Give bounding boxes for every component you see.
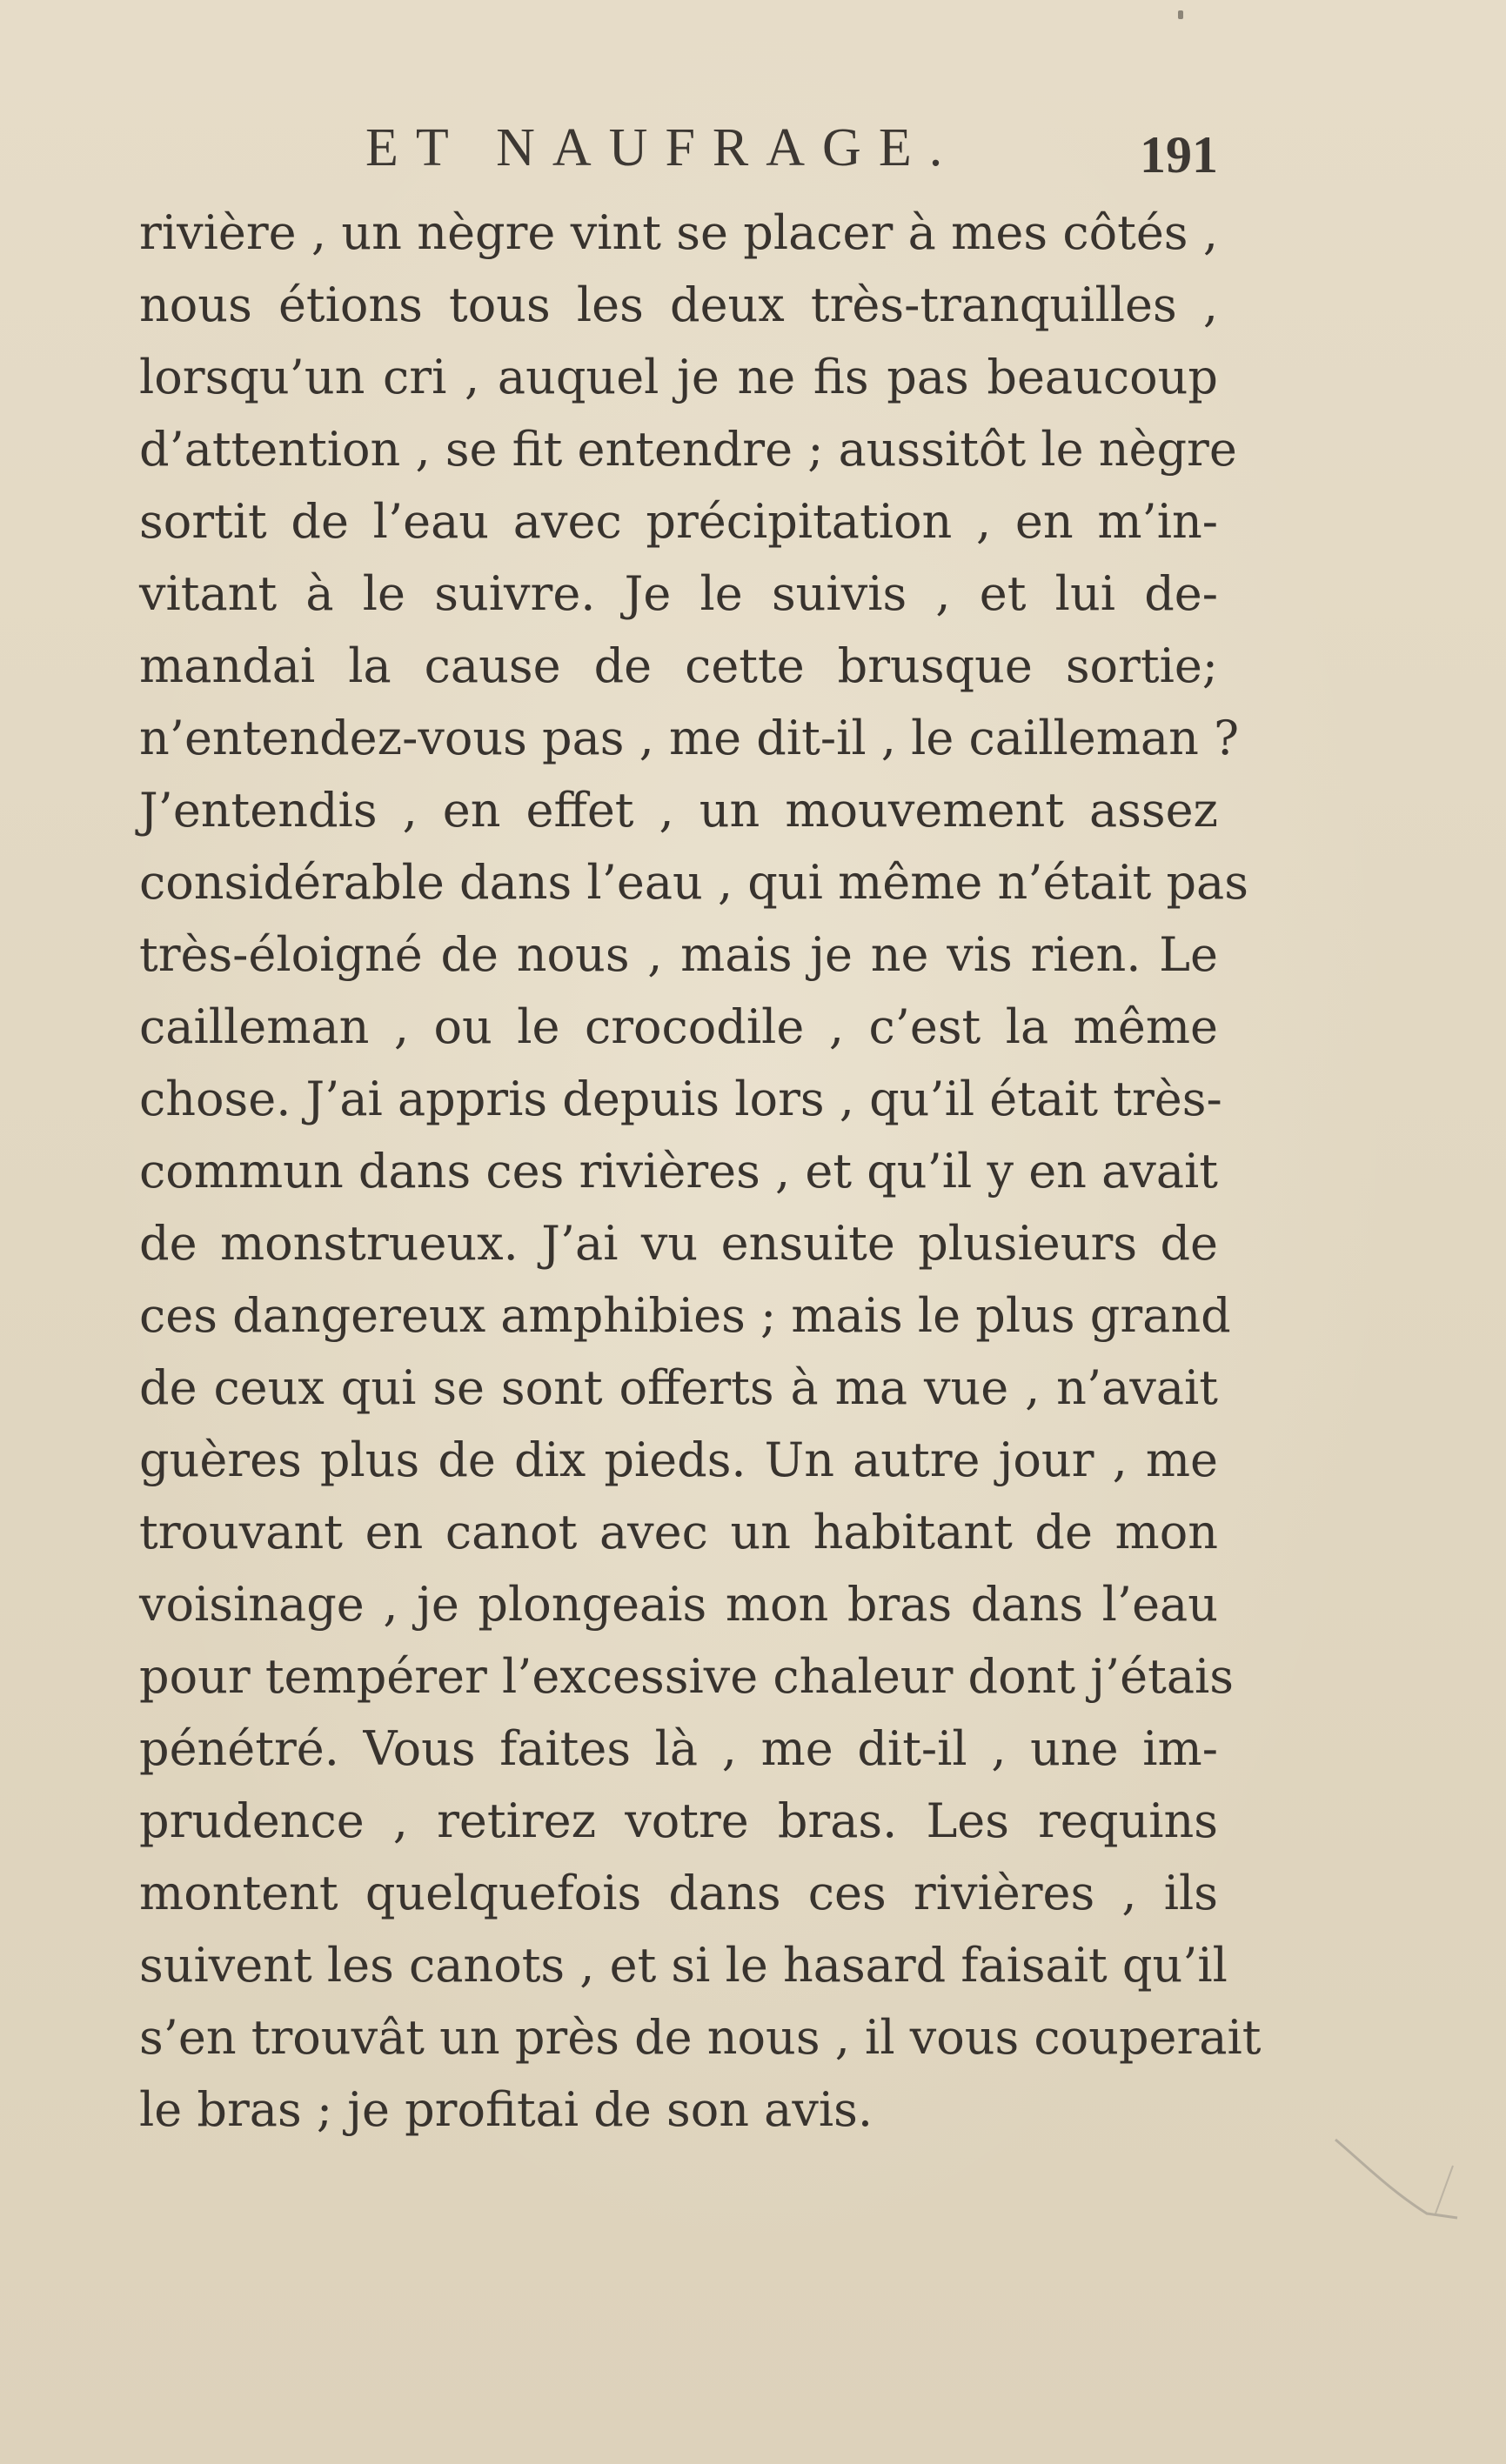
text-line: prudence , retirez votre bras. Les requins	[139, 1793, 1218, 1848]
text-line: chose. J’ai appris depuis lors , qu’il était très-	[139, 1072, 1222, 1126]
body-text	[139, 197, 1262, 2146]
text-line: très-éloigné de nous , mais je ne vis rien. Le	[139, 927, 1218, 982]
text-line: mandai la cause de cette brusque sortie;	[139, 638, 1218, 693]
text-line: de ceux qui se sont offerts à ma vue , n’avait	[139, 1360, 1218, 1415]
text-line: nous étions tous les deux très-tranquilles ,	[139, 277, 1218, 332]
text-line: montent quelquefois dans ces rivières , ils	[139, 1866, 1218, 1920]
text-line: lorsqu’un cri , auquel je ne fis pas beaucoup	[139, 350, 1218, 404]
text-line: d’attention , se fit entendre ; aussitôt le nègre	[139, 422, 1237, 477]
page-header	[365, 113, 1218, 183]
text-line: considérable dans l’eau , qui même n’était pas	[139, 855, 1248, 910]
text-line: voisinage , je plongeais mon bras dans l’eau	[139, 1577, 1218, 1632]
text-line: le bras ; je profitai de son avis.	[139, 2082, 873, 2137]
text-line: pour tempérer l’excessive chaleur dont j’étais	[139, 1649, 1235, 1704]
text-line: guères plus de dix pieds. Un autre jour , me	[139, 1432, 1218, 1487]
text-line: trouvant en canot avec un habitant de mon	[139, 1505, 1218, 1559]
ink-speck	[1178, 10, 1183, 19]
text-line: ces dangereux amphibies ; mais le plus grand	[139, 1288, 1231, 1343]
text-line: suivent les canots , et si le hasard faisait qu’il	[139, 1938, 1228, 1993]
text-line: commun dans ces rivières , et qu’il y en avait	[139, 1144, 1218, 1199]
page-number: 191	[1140, 126, 1218, 184]
text-line: rivière , un nègre vint se placer à mes côtés ,	[139, 205, 1218, 260]
text-line: sortit de l’eau avec précipitation , en m’in-	[139, 494, 1218, 549]
text-line: de monstrueux. J’ai vu ensuite plusieurs de	[139, 1216, 1218, 1271]
pencil-mark	[1331, 2131, 1462, 2227]
text-line: cailleman , ou le crocodile , c’est la même	[139, 999, 1218, 1054]
text-line: s’en trouvât un près de nous , il vous couperait	[139, 2010, 1262, 2065]
running-title: ET NAUFRAGE.	[365, 118, 960, 177]
text-line: n’entendez-vous pas , me dit-il , le cailleman ?	[139, 711, 1240, 765]
text-line: J’entendis , en effet , un mouvement assez	[139, 783, 1218, 838]
text-line: vitant à le suivre. Je le suivis , et lui de-	[139, 566, 1218, 621]
text-line: pénétré. Vous faites là , me dit-il , une im-	[139, 1721, 1218, 1776]
